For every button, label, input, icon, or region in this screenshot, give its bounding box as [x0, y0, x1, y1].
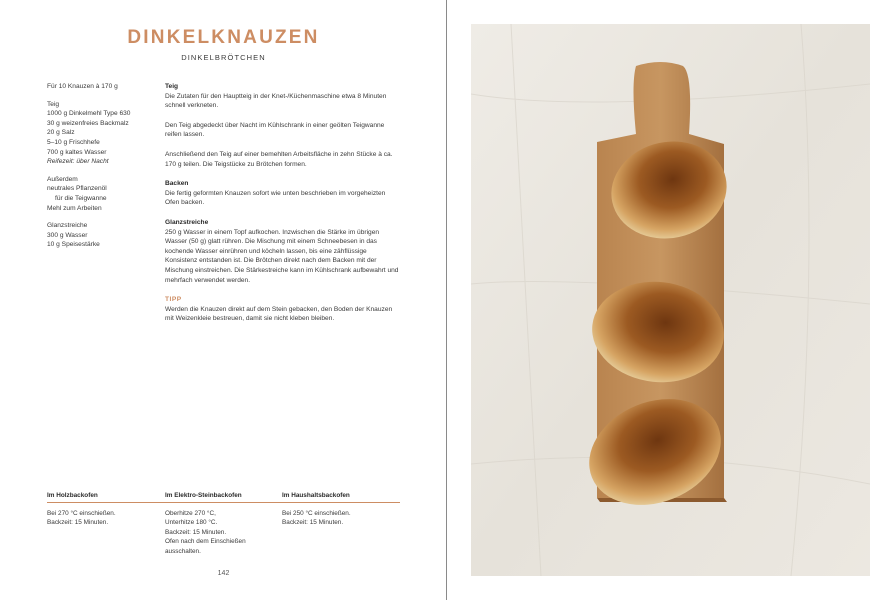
oven-haushaltsbackofen [282, 491, 400, 528]
oven-line: Backzeit: 15 Minuten. [165, 528, 227, 536]
bread-photo-svg [471, 24, 870, 576]
method-paragraph: Anschließend den Teig auf einer bemehlten Arbeitsfläche in zehn Stücke à ca. 170 g teilen. Die Teigstücke zu Brötchen formen. [165, 150, 393, 168]
oven-divider [47, 502, 400, 503]
ingredient-line: 300 g Wasser [47, 231, 88, 239]
oven-line: Bei 270 °C einschießen. [47, 509, 116, 517]
oven-line: Unterhitze 180 °C. [165, 519, 218, 527]
oven-line: Backzeit: 15 Minuten. [282, 519, 344, 527]
ingredient-line: 5–10 g Frischhefe [47, 138, 100, 146]
ingredients-extra [47, 175, 152, 213]
oven-heading: Im Haushaltsbackofen [282, 492, 350, 499]
yield-text: Für 10 Knauzen à 170 g [47, 83, 118, 90]
oven-line: Bei 250 °C einschießen. [282, 509, 351, 517]
oven-line: Backzeit: 15 Minuten. [47, 519, 109, 527]
ingredient-line: 10 g Speisestärke [47, 241, 100, 249]
ingredient-line: für die Teigwanne [55, 194, 107, 202]
method-column [165, 82, 400, 334]
ingredients-teig [47, 100, 152, 167]
ingredient-line: 30 g weizenfreies Backmalz [47, 119, 129, 127]
oven-line: Oberhitze 270 °C, [165, 509, 216, 517]
ingredient-line: Mehl zum Arbeiten [47, 204, 102, 212]
ingredients-glanz-heading: Glanzstreiche [47, 222, 88, 230]
oven-line: Ofen nach dem Einschießen [165, 538, 246, 546]
bread-photo [471, 24, 870, 576]
method-backen-heading: Backen [165, 180, 189, 188]
method-paragraph: Die fertig geformten Knauzen sofort wie unten beschrieben im vorgeheizten Ofen backen. [165, 189, 386, 207]
tip-paragraph: Werden die Knauzen direkt auf dem Stein gebacken, den Boden der Knauzen mit Weizenkleie bestreuen, damit sie nicht kleben bleiben. [165, 305, 393, 323]
method-paragraph: Den Teig abgedeckt über Nacht im Kühlschrank in einer geölten Teigwanne reifen lassen. [165, 121, 385, 139]
oven-elektro-steinbackofen [165, 491, 275, 557]
recipe-subtitle: DINKELBRÖTCHEN [181, 53, 266, 62]
oven-line: ausschalten. [165, 547, 201, 555]
ingredient-note: Reifezeit: über Nacht [47, 158, 109, 166]
ingredients-teig-heading: Teig [47, 100, 60, 108]
ingredient-line: neutrales Pflanzenöl [47, 185, 107, 193]
ingredients-extra-heading: Außerdem [47, 175, 78, 183]
oven-heading: Im Elektro-Steinbackofen [165, 492, 242, 499]
oven-heading: Im Holzbackofen [47, 492, 98, 499]
recipe-title: DINKELKNAUZEN [127, 27, 320, 48]
ingredient-line: 1000 g Dinkelmehl Type 630 [47, 110, 131, 118]
page-number: 142 [217, 570, 230, 577]
method-paragraph: 250 g Wasser in einem Topf aufkochen. Inzwischen die Stärke im übrigen Wasser (50 g) glatt rühren. Die Mischung mit einem Schneebesen in das kochende Wasser einrühren und köcheln lassen, bis eine zähflüssige Konsistenz entstanden ist. Die Brötchen direkt nach dem Backen mit der Mischung einstreichen. Die Stärkestreiche kann im Kühlschrank aufbewahrt und mehrfach verwendet werden. [165, 228, 399, 284]
ingredient-line: 20 g Salz [47, 129, 75, 137]
ingredients-column [47, 82, 152, 258]
ingredient-line: 700 g kaltes Wasser [47, 148, 107, 156]
method-glanz-heading: Glanzstreiche [165, 218, 209, 226]
method-teig-heading: Teig [165, 83, 179, 90]
ingredients-glanz [47, 221, 152, 250]
tip-heading: TIPP [165, 296, 182, 304]
oven-holzbackofen [47, 491, 157, 528]
method-paragraph: Die Zutaten für den Hauptteig in der Knet-/Küchenmaschine etwa 8 Minuten schnell verkneten. [165, 92, 387, 110]
